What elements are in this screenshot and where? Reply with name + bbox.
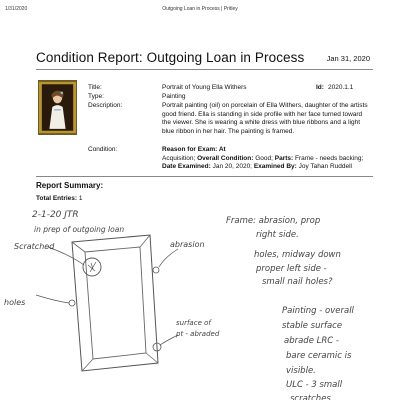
- summary-divider: [36, 176, 373, 177]
- condition-parts-value: Frame - needs backing;: [295, 154, 364, 162]
- note-painting-3: abrade LRC -: [284, 336, 339, 346]
- condition-acquisition: Acquisition;: [162, 154, 196, 162]
- note-painting-7: scratches: [290, 394, 331, 400]
- condition-date-value: Jan 20, 2020;: [212, 163, 252, 171]
- id-label: Id:: [316, 84, 324, 91]
- condition-label: Condition:: [88, 146, 118, 153]
- note-painting-1: Painting - overall: [282, 306, 354, 316]
- object-thumbnail: [38, 80, 77, 135]
- note-surface-1: surface of: [176, 319, 211, 327]
- total-entries-value: 1: [78, 195, 83, 202]
- print-date: 1/31/2020: [5, 6, 28, 12]
- sketch-abrasion-arrow: [159, 249, 178, 267]
- sketch-frame-inner: [85, 247, 146, 359]
- handwritten-condition-sketch: [0, 205, 400, 400]
- report-date: Jan 31, 2020: [326, 54, 370, 63]
- title-divider: [36, 69, 373, 70]
- title-value: Portrait of Young Ella Withers: [162, 84, 247, 91]
- note-frame-5: small nail holes?: [262, 277, 333, 287]
- total-entries-label: Total Entries:: [36, 195, 78, 202]
- note-frame-3: holes, midway down: [254, 250, 341, 260]
- title-label: Title:: [88, 84, 102, 91]
- condition-overall-value: Good;: [255, 154, 273, 162]
- note-painting-2: stable surface: [282, 321, 343, 331]
- report-summary-heading: Report Summary:: [36, 181, 104, 190]
- condition-overall-label: Overall Condition:: [197, 154, 254, 162]
- condition-examiner-label: Examined By:: [253, 163, 297, 171]
- condition-value: [162, 146, 372, 172]
- sketch-holes-marker: [69, 300, 75, 306]
- sketch-abrasion-marker: [153, 267, 159, 273]
- id-value: 2020.1.1: [328, 84, 354, 91]
- document-header-title: Outgoing Loan in Process | Pritley: [162, 6, 238, 12]
- note-painting-5: visible.: [286, 366, 316, 376]
- note-frame-4: proper left side -: [256, 264, 327, 274]
- note-abrasion: abrasion: [170, 240, 205, 249]
- note-surface-2: pt - abraded: [176, 330, 220, 338]
- sketch-holes-arrow: [36, 295, 69, 303]
- note-frame-2: right side.: [256, 230, 299, 240]
- note-frame-1: Frame: abrasion, prop: [226, 216, 321, 226]
- total-entries: [36, 195, 83, 202]
- type-label: Type:: [88, 93, 104, 100]
- note-painting-4: bare ceramic is: [286, 351, 352, 361]
- note-holes: holes: [4, 298, 26, 307]
- type-value: Painting: [162, 93, 186, 100]
- sketch-scratch-marks: [88, 262, 96, 272]
- condition-parts-label: Parts:: [274, 154, 294, 162]
- condition-examiner-value: Joy Tahan Ruddell: [298, 163, 352, 171]
- description-value: Portrait painting (oil) on porcelain of Ella Withers, daughter of the artists good friend. Ella is standing in side profile with her face turned toward the viewer. She is wearing a white dress with blue ribbons and a light blue ribbon in her hair. The painting is framed.: [162, 102, 368, 135]
- condition-date-label: Date Examined:: [162, 163, 211, 171]
- note-date: 2-1-20 JTR: [32, 210, 79, 220]
- portrait-thumbnail-image: [39, 81, 76, 134]
- report-title: Condition Report: Outgoing Loan in Process: [36, 50, 305, 65]
- note-painting-6: ULC - 3 small: [286, 380, 343, 390]
- description-label: Description:: [88, 102, 123, 109]
- note-scratched: Scratched: [14, 242, 55, 251]
- note-purpose: in prep of outgoing loan: [34, 225, 125, 234]
- condition-reason: Reason for Exam: At: [162, 146, 226, 153]
